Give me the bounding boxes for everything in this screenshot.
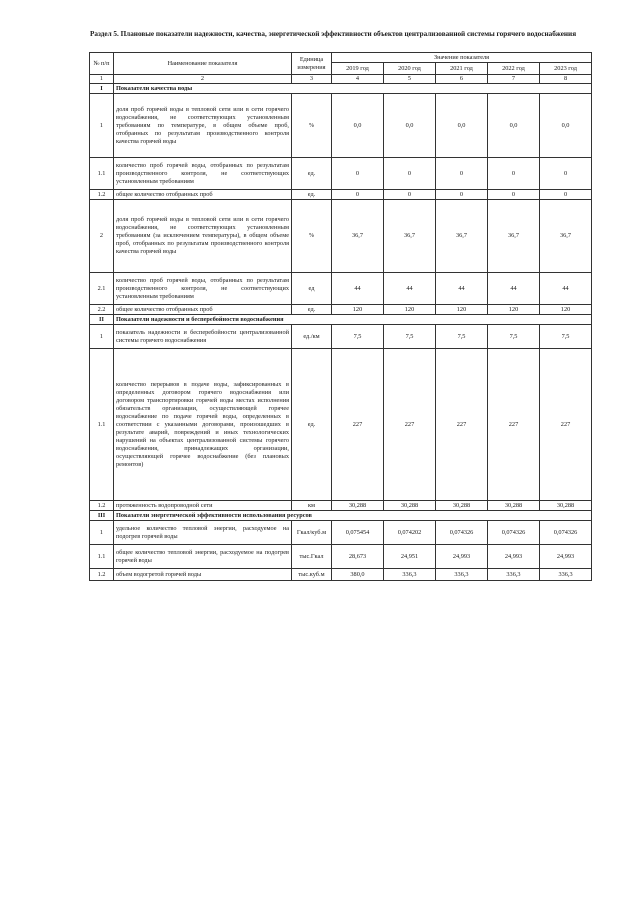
section-title: Показатели энергетической эффективности использования ресурсов <box>114 511 592 521</box>
row-number: 2 <box>90 200 114 273</box>
row-unit: % <box>292 94 332 158</box>
column-index: 1 <box>90 75 114 84</box>
row-number: 1.2 <box>90 190 114 200</box>
table-row <box>90 273 592 305</box>
row-number: 1 <box>90 521 114 545</box>
row-name: общее количество тепловой энергии, расходуемое на подогрев горячей воды <box>114 545 292 569</box>
table-row <box>90 200 592 273</box>
row-value: 28,673 <box>332 545 384 569</box>
section-number: III <box>90 511 114 521</box>
table-row <box>90 94 592 158</box>
row-value: 0,074326 <box>436 521 488 545</box>
row-number: 1.2 <box>90 501 114 511</box>
row-value: 0 <box>384 158 436 190</box>
row-value: 7,5 <box>332 325 384 349</box>
row-value: 30,288 <box>436 501 488 511</box>
table-row <box>90 158 592 190</box>
row-value: 0,075454 <box>332 521 384 545</box>
row-value: 336,3 <box>384 569 436 581</box>
row-value: 24,993 <box>436 545 488 569</box>
table-row <box>90 521 592 545</box>
row-value: 36,7 <box>488 200 540 273</box>
row-value: 36,7 <box>540 200 592 273</box>
row-value: 120 <box>488 305 540 315</box>
header-year: 2022 год <box>488 63 540 75</box>
header-year: 2023 год <box>540 63 592 75</box>
row-number: 1 <box>90 325 114 349</box>
row-unit: ед <box>292 273 332 305</box>
row-value: 44 <box>332 273 384 305</box>
section-row <box>90 84 592 94</box>
row-unit: Гкал/куб.м <box>292 521 332 545</box>
row-value: 44 <box>488 273 540 305</box>
row-value: 0 <box>332 190 384 200</box>
row-value: 120 <box>436 305 488 315</box>
row-value: 0 <box>488 158 540 190</box>
row-value: 0,074326 <box>488 521 540 545</box>
row-value: 7,5 <box>384 325 436 349</box>
row-name: общее количество отобранных проб <box>114 190 292 200</box>
row-value: 227 <box>540 349 592 501</box>
row-value: 0 <box>436 158 488 190</box>
table-row <box>90 501 592 511</box>
section-title: Показатели качества воды <box>114 84 592 94</box>
row-unit: ед. <box>292 158 332 190</box>
header-year: 2021 год <box>436 63 488 75</box>
row-value: 7,5 <box>488 325 540 349</box>
row-value: 0 <box>384 190 436 200</box>
row-name: доля проб горячей воды в тепловой сети или в сети горячего водоснабжения, не соответствующих установленным требованиям (за исключением температуры), в общем объеме проб, отобранных по результатам производственного контроля качества горячей воды <box>114 200 292 273</box>
row-value: 36,7 <box>332 200 384 273</box>
table-row <box>90 190 592 200</box>
header-num: № п/п <box>90 53 114 75</box>
row-value: 336,3 <box>540 569 592 581</box>
row-value: 227 <box>332 349 384 501</box>
row-value: 0,074326 <box>540 521 592 545</box>
row-value: 0 <box>540 190 592 200</box>
row-value: 0,0 <box>384 94 436 158</box>
row-value: 380,0 <box>332 569 384 581</box>
column-index: 4 <box>332 75 384 84</box>
indicators-table <box>89 52 592 581</box>
row-value: 0,074202 <box>384 521 436 545</box>
row-unit: ед. <box>292 349 332 501</box>
row-value: 30,288 <box>384 501 436 511</box>
row-value: 44 <box>436 273 488 305</box>
column-index: 8 <box>540 75 592 84</box>
column-index: 3 <box>292 75 332 84</box>
section-number: II <box>90 315 114 325</box>
row-value: 0,0 <box>540 94 592 158</box>
row-value: 0 <box>488 190 540 200</box>
row-number: 2.2 <box>90 305 114 315</box>
row-unit: ед. <box>292 190 332 200</box>
column-index-row <box>90 75 592 84</box>
row-name: количество перерывов в подаче воды, зафиксированных в определенных договором горячего водоснабжения или договором транспортировки горячей воды местах исполнения обязательств организации, осуществляющей горячее водоснабжение по подаче горячей воды, определенных в соответствии с указанными договорами, произошедших в результате аварий, повреждений и иных технологических нарушений на объектах централизованной системы горячего водоснабжения, принадлежащих организации, осуществляющей горячее водоснабжение (без плановых ремонтов) <box>114 349 292 501</box>
row-name: общее количество отобранных проб <box>114 305 292 315</box>
row-name: количество проб горячей воды, отобранных по результатам производственного контроля, не соответствующих установленным требованиям <box>114 273 292 305</box>
column-index: 7 <box>488 75 540 84</box>
header-values: Значение показателя <box>332 53 592 63</box>
row-value: 0 <box>540 158 592 190</box>
row-unit: % <box>292 200 332 273</box>
column-index: 6 <box>436 75 488 84</box>
row-value: 44 <box>384 273 436 305</box>
row-unit: ед. <box>292 305 332 315</box>
row-number: 1.1 <box>90 545 114 569</box>
row-value: 36,7 <box>384 200 436 273</box>
row-value: 24,993 <box>488 545 540 569</box>
row-number: 1 <box>90 94 114 158</box>
row-value: 227 <box>488 349 540 501</box>
row-value: 227 <box>436 349 488 501</box>
row-name: объем водогретой горячей воды <box>114 569 292 581</box>
row-value: 227 <box>384 349 436 501</box>
document-heading: Раздел 5. Плановые показатели надежности, качества, энергетической эффективности объектов централизованной системы горячего водоснабжения <box>90 30 577 38</box>
table-row <box>90 569 592 581</box>
row-value: 24,993 <box>540 545 592 569</box>
header-unit: Единица измерения <box>292 53 332 75</box>
row-unit: тыс.куб.м <box>292 569 332 581</box>
row-unit: тыс.Гкал <box>292 545 332 569</box>
row-value: 7,5 <box>436 325 488 349</box>
table-row <box>90 305 592 315</box>
row-value: 0,0 <box>332 94 384 158</box>
row-value: 36,7 <box>436 200 488 273</box>
row-value: 0,0 <box>488 94 540 158</box>
row-value: 120 <box>332 305 384 315</box>
row-value: 44 <box>540 273 592 305</box>
row-value: 120 <box>384 305 436 315</box>
row-value: 0,0 <box>436 94 488 158</box>
row-value: 336,3 <box>436 569 488 581</box>
row-name: протяженность водопроводной сети <box>114 501 292 511</box>
row-value: 7,5 <box>540 325 592 349</box>
row-value: 0 <box>436 190 488 200</box>
column-index: 5 <box>384 75 436 84</box>
row-value: 30,288 <box>488 501 540 511</box>
row-number: 2.1 <box>90 273 114 305</box>
section-number: I <box>90 84 114 94</box>
section-title: Показатели надежности и бесперебойности водоснабжения <box>114 315 592 325</box>
row-name: показатель надежности и бесперебойности централизованной системы горячего водоснабжения <box>114 325 292 349</box>
row-value: 120 <box>540 305 592 315</box>
header-name: Наименование показателя <box>114 53 292 75</box>
table-row <box>90 349 592 501</box>
section-row <box>90 315 592 325</box>
row-unit: км <box>292 501 332 511</box>
row-name: количество проб горячей воды, отобранных по результатам производственного контроля, не соответствующих установленным требованиям <box>114 158 292 190</box>
table-row <box>90 545 592 569</box>
column-index: 2 <box>114 75 292 84</box>
row-value: 336,3 <box>488 569 540 581</box>
row-value: 30,288 <box>332 501 384 511</box>
header-year: 2019 год <box>332 63 384 75</box>
row-name: удельное количество тепловой энергии, расходуемое на подогрев горячей воды <box>114 521 292 545</box>
row-number: 1.2 <box>90 569 114 581</box>
section-row <box>90 511 592 521</box>
row-number: 1.1 <box>90 158 114 190</box>
row-value: 24,951 <box>384 545 436 569</box>
table-header <box>90 53 592 84</box>
table-row <box>90 325 592 349</box>
row-value: 0 <box>332 158 384 190</box>
row-number: 1.1 <box>90 349 114 501</box>
row-name: доля проб горячей воды в тепловой сети или в сети горячего водоснабжения, не соответствующих установленным требованиям по температуре, в общем объеме проб, отобранных по результатам производственного контроля качества горячей воды <box>114 94 292 158</box>
header-year: 2020 год <box>384 63 436 75</box>
row-unit: ед./км <box>292 325 332 349</box>
row-value: 30,288 <box>540 501 592 511</box>
